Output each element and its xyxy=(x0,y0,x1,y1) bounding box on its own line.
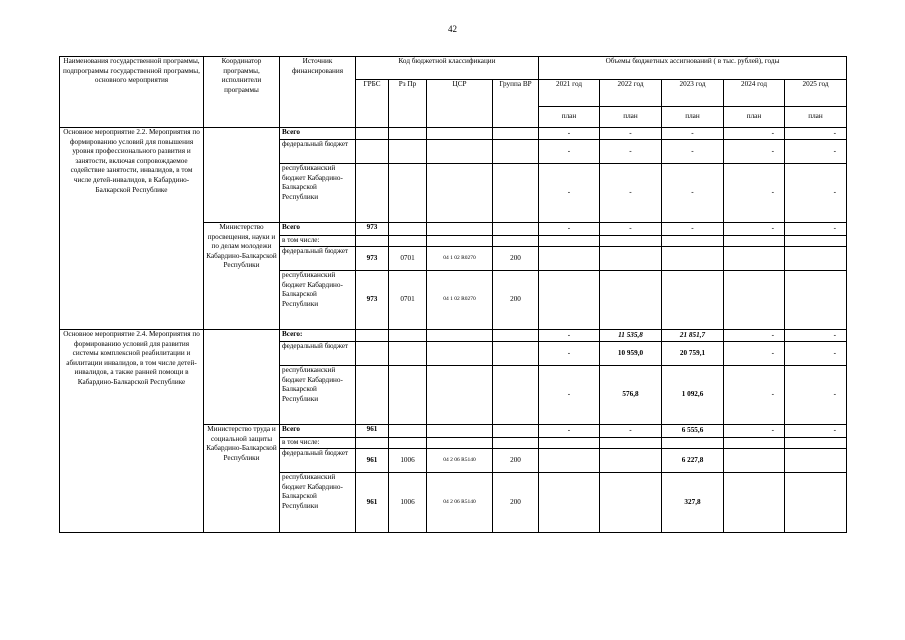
header-rzpr: Рз Пр xyxy=(389,80,427,128)
s1-csr: 04 1 02 R0270 xyxy=(427,271,493,330)
s2-exec-total-2025: - xyxy=(785,425,847,438)
header-year-2022: 2022 год xyxy=(600,80,662,107)
header-plan: план xyxy=(539,107,600,128)
header-year-2025: 2025 год xyxy=(785,80,847,107)
header-row-1 xyxy=(60,57,847,80)
s1-exec-grbs: 973 xyxy=(356,223,389,236)
s2-total-2024: - xyxy=(724,330,785,342)
s2-exec-grbs: 961 xyxy=(356,425,389,438)
s1-executor: Министерство просвещения, науки и по делам молодежи Кабардино-Балкарской Республики xyxy=(204,223,280,330)
header-year-2024: 2024 год xyxy=(724,80,785,107)
s1-republic-2024: - xyxy=(724,164,785,223)
s1-exec-total-2024: - xyxy=(724,223,785,236)
s2-source: федеральный бюджет xyxy=(280,449,356,473)
s1-total-row xyxy=(60,128,847,140)
s1-federal-2024: - xyxy=(724,140,785,164)
s1-vr: 200 xyxy=(493,271,539,330)
s2-total-2022: 11 535,8 xyxy=(600,330,662,342)
s1-csr: 04 1 02 R0270 xyxy=(427,247,493,271)
s2-csr: 04 2 06 R5140 xyxy=(427,449,493,473)
header-plan: план xyxy=(785,107,847,128)
s2-federal-2024: - xyxy=(724,342,785,366)
s1-measure-name: Основное мероприятие 2.2. Мероприятия по формированию условий для повышения уровня профессионального развития и занятости, включая сопровождаемое содействие занятости, инвалидов, в том числе детей-инвалидов, в Кабардино-Балкарской Республике xyxy=(60,128,204,223)
s2-vr: 200 xyxy=(493,473,539,533)
budget-allocation-table xyxy=(59,56,847,533)
s1-source: республиканский бюджет Кабардино-Балкарской Республики xyxy=(280,271,356,330)
header-volume-group: Объемы бюджетных ассигнований ( в тыс. рублей), годы xyxy=(539,57,847,80)
header-csr: ЦСР xyxy=(427,80,493,128)
s2-federal-2022: 10 959,0 xyxy=(600,342,662,366)
s2-federal-2025: - xyxy=(785,342,847,366)
s1-republic-2021: - xyxy=(539,164,600,223)
header-grbs: ГРБС xyxy=(356,80,389,128)
s2-exec-total-2024: - xyxy=(724,425,785,438)
s2-exec-total-2021: - xyxy=(539,425,600,438)
s1-federal-2022: - xyxy=(600,140,662,164)
s1-rzpr: 0701 xyxy=(389,247,427,271)
header-plan: план xyxy=(662,107,724,128)
s2-vr: 200 xyxy=(493,449,539,473)
s2-rzpr: 1006 xyxy=(389,473,427,533)
s1-total-2023: - xyxy=(662,128,724,140)
s2-republic-2023: 1 092,6 xyxy=(662,366,724,425)
s2-total-2025: - xyxy=(785,330,847,342)
s2-total-2023: 21 851,7 xyxy=(662,330,724,342)
s2-source: республиканский бюджет Кабардино-Балкарской Республики xyxy=(280,473,356,533)
header-source: Источник финансирования xyxy=(280,57,356,128)
s1-federal-2023: - xyxy=(662,140,724,164)
header-name: Наименования государственной программы, подпрограммы государственной программы, основного мероприятия xyxy=(60,57,204,128)
s1-federal-2021: - xyxy=(539,140,600,164)
s2-federal-2021: - xyxy=(539,342,600,366)
s2-source: федеральный бюджет xyxy=(280,342,356,366)
s2-source: в том числе: xyxy=(280,438,356,449)
header-coordinator: Координатор программы, исполнители программы xyxy=(204,57,280,128)
header-code-group: Код бюджетной классификации xyxy=(356,57,539,80)
s2-republic-2025: - xyxy=(785,366,847,425)
s2-grbs: 961 xyxy=(356,473,389,533)
s2-exec-total-row xyxy=(60,425,847,438)
s2-coordinator-empty xyxy=(204,330,280,425)
s1-coordinator-empty xyxy=(204,128,280,223)
s2-exec-total-2022: - xyxy=(600,425,662,438)
s1-grbs: 973 xyxy=(356,271,389,330)
s1-vr: 200 xyxy=(493,247,539,271)
header-year-2021: 2021 год xyxy=(539,80,600,107)
page-number: 42 xyxy=(448,24,457,34)
s2-rzpr: 1006 xyxy=(389,449,427,473)
s1-total-2024: - xyxy=(724,128,785,140)
s2-measure-name: Основное мероприятие 2.4. Мероприятия по формированию условий для развития системы комплексной реабилитации и абилитации инвалидов, в том числе детей-инвалидов, а также ранней помощи в Кабардино-Балкарской Республике xyxy=(60,330,204,425)
header-plan: план xyxy=(600,107,662,128)
header-vr: Группа ВР xyxy=(493,80,539,128)
s1-rzpr: 0701 xyxy=(389,271,427,330)
s2-csr: 04 2 06 R5140 xyxy=(427,473,493,533)
s1-source: федеральный бюджет xyxy=(280,247,356,271)
s2-republic-2021: - xyxy=(539,366,600,425)
s1-total-2021: - xyxy=(539,128,600,140)
s2-grbs: 961 xyxy=(356,449,389,473)
s2-source: Всего: xyxy=(280,330,356,342)
s1-federal-2025: - xyxy=(785,140,847,164)
s1-republic-2022: - xyxy=(600,164,662,223)
s1-source: Всего xyxy=(280,128,356,140)
s2-exec-federal-2023: 6 227,8 xyxy=(662,449,724,473)
s1-exec-total-2023: - xyxy=(662,223,724,236)
s1-source: федеральный бюджет xyxy=(280,140,356,164)
s1-total-2025: - xyxy=(785,128,847,140)
s2-source: республиканский бюджет Кабардино-Балкарской Республики xyxy=(280,366,356,425)
s1-exec-total-2022: - xyxy=(600,223,662,236)
s2-total-2021: - xyxy=(539,330,600,342)
s2-republic-2022: 576,8 xyxy=(600,366,662,425)
s1-exec-total-2025: - xyxy=(785,223,847,236)
s1-grbs: 973 xyxy=(356,247,389,271)
s1-exec-total-row xyxy=(60,223,847,236)
s2-federal-2023: 20 759,1 xyxy=(662,342,724,366)
s2-republic-2024: - xyxy=(724,366,785,425)
s2-executor: Министерство труда и социальной защиты Кабардино-Балкарской Республики xyxy=(204,425,280,533)
s1-republic-2023: - xyxy=(662,164,724,223)
s2-source: Всего xyxy=(280,425,356,438)
s1-source: Всего xyxy=(280,223,356,236)
s1-total-2022: - xyxy=(600,128,662,140)
s1-name-continuation xyxy=(60,223,204,330)
s2-name-continuation xyxy=(60,425,204,533)
s1-exec-total-2021: - xyxy=(539,223,600,236)
header-plan: план xyxy=(724,107,785,128)
s1-republic-2025: - xyxy=(785,164,847,223)
s2-exec-total-2023: 6 555,6 xyxy=(662,425,724,438)
s2-total-row xyxy=(60,330,847,342)
s2-exec-republic-2023: 327,8 xyxy=(662,473,724,533)
s1-source: в том числе: xyxy=(280,236,356,247)
s1-source: республиканский бюджет Кабардино-Балкарской Республики xyxy=(280,164,356,223)
header-year-2023: 2023 год xyxy=(662,80,724,107)
